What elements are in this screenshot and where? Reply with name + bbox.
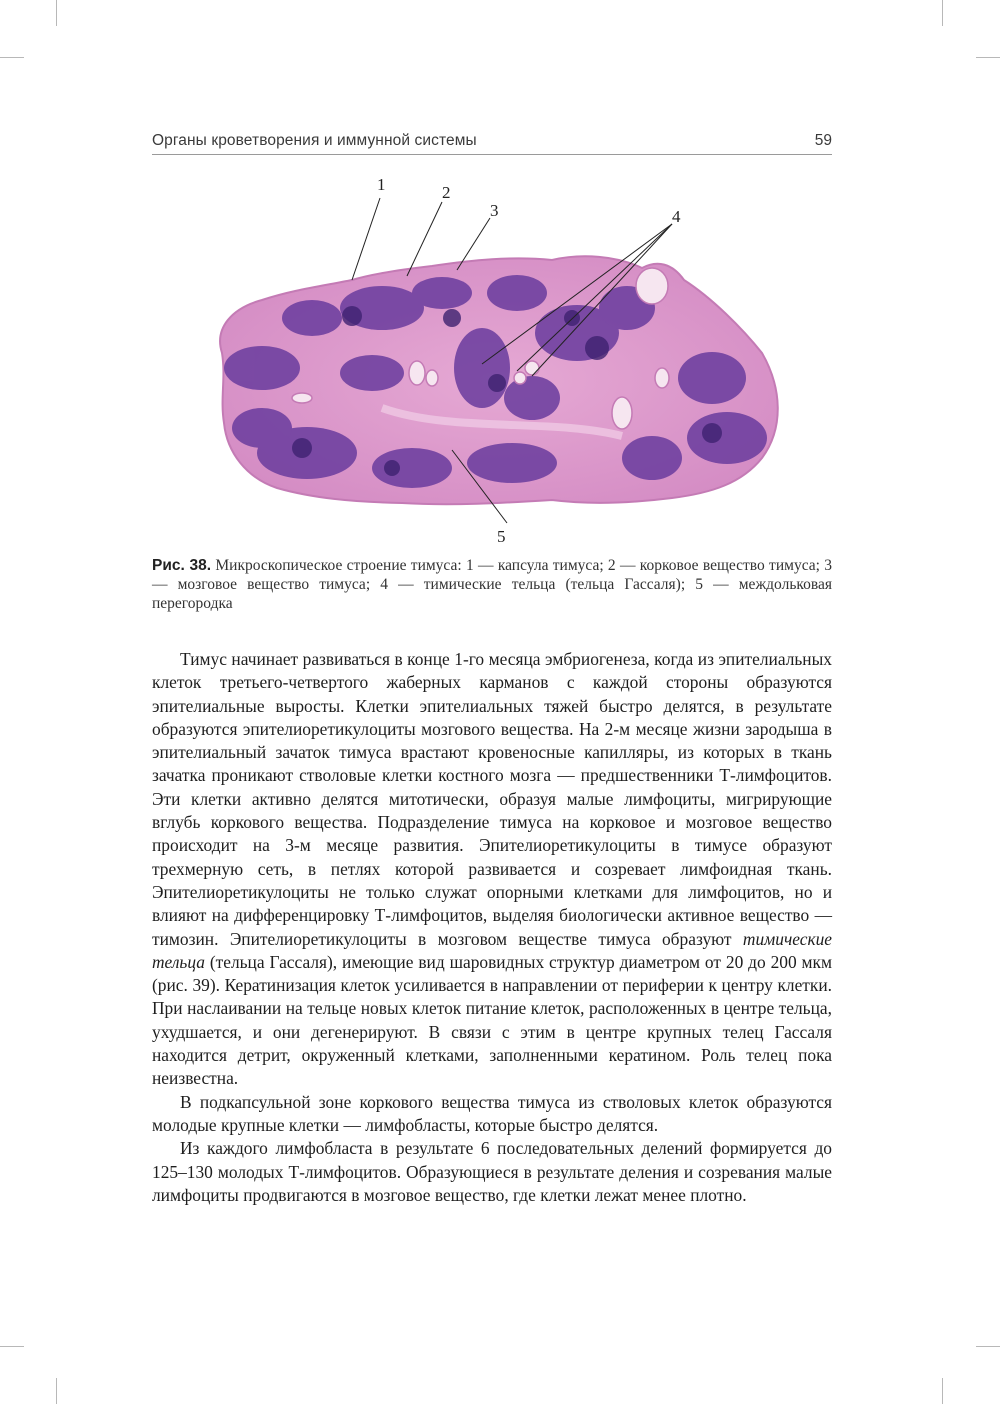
label-4: 4 [672,207,681,226]
paragraph: В подкапсульной зоне коркового вещества тимуса из стволовых клеток образуются молодые крупные клетки — лимфобласты, которые быстро делятся. [152,1091,832,1135]
caption-text: Микроскопическое строение тимуса: 1 — капсула тимуса; 2 — корковое вещество тимуса; 3 — мозговое вещество тимуса; 4 — тимические тельца (тельца Гассаля); 5 — междольковая перегородка [152,557,832,612]
crop-mark [56,0,57,26]
thymus-micrograph-figure [152,168,832,548]
thymus-micrograph [152,168,832,548]
crop-mark [942,0,943,26]
crop-mark [56,1378,57,1404]
figure-caption [152,556,832,613]
caption-label: Рис. 38. [152,557,212,574]
label-5: 5 [497,527,506,546]
paragraph-text: (тельца Гассаля), имеющие вид шаровидных структур диаметром от 20 до 200 мкм (рис. 39). Кератинизация клеток усиливается в направлении от периферии к центру клетки. При наслаивании на тельце новых клеток питание клеток, расположенных в центре тельца, ухудшается, и они дегенерируют. В связи с этим в центре крупных телец Гассаля находится детрит, окруженный клетками, заполненными кератином. Роль телец пока неизвестна. [152,951,832,1089]
paragraph-text: Тимус начинает развиваться в конце 1-го месяца эмбриогенеза, когда из эпителиальных клеток третьего-четвертого жаберных карманов с каждой стороны образуются эпителиальные выросты. Клетки эпителиальных тяжей быстро делятся, в результате образуются эпителиоретикулоциты мозгового вещества. На 2-м месяце жизни зародыша в эпителиальный зачаток тимуса врастают кровеносные капилляры, из которых в ткань зачатка проникают стволовые клетки костного мозга — предшественники Т-лимфоцитов. Эти клетки активно делятся митотически, образуя малые лимфоциты, мигрирующие вглубь коркового вещества. Подразделение тимуса на корковое и мозговое вещество происходит на 3-м месяце развития. Эпителиоретикулоциты в тимусе образуют трехмерную сеть, в петлях которой развивается и созревает лимфоидная ткань. Эпителиоретикулоциты не только служат опорными клетками для лимфоцитов, но и влияют на дифференцировку Т-лимфоцитов, выделяя биологически активное вещество — тимозин. Эпителиоретикулоциты в мозговом веществе тимуса образуют [152,649,832,949]
body-text [152,648,832,1207]
page-number: 59 [814,132,832,149]
crop-mark [942,1378,943,1404]
paragraph [152,648,832,1091]
label-3: 3 [490,201,499,220]
chapter-title: Органы кроветворения и иммунной системы [152,132,477,149]
label-2: 2 [442,183,451,202]
crop-mark [0,57,24,58]
italic-term: тимические тельца [152,928,832,972]
crop-mark [0,1346,24,1347]
label-1: 1 [377,175,386,194]
crop-mark [976,57,1000,58]
paragraph: Из каждого лимфобласта в результате 6 последовательных делений формируется до 125–130 молодых Т-лимфоцитов. Образующиеся в результате деления и созревания малые лимфоциты продвигаются в мозговое вещество, где клетки лежат менее плотно. [152,1138,832,1205]
crop-mark [976,1346,1000,1347]
running-header [152,130,832,155]
